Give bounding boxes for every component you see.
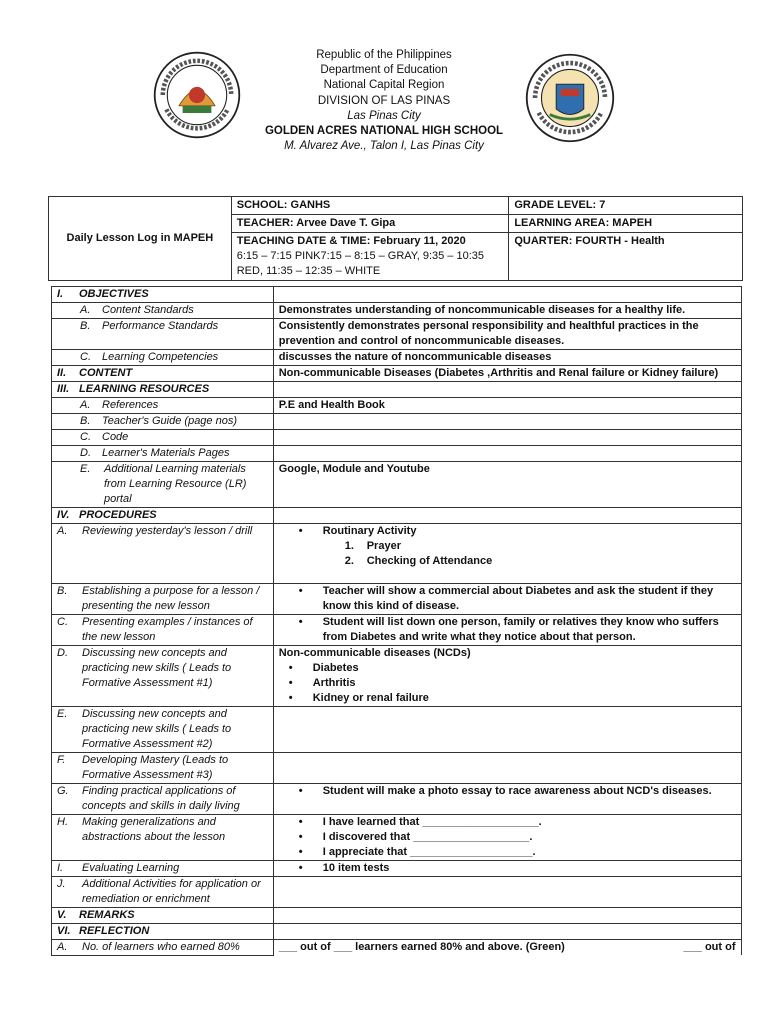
table-row [52, 382, 742, 398]
table-row [52, 877, 742, 908]
bullet-text: 10 item tests [322, 862, 390, 874]
row-value: Demonstrates understanding of noncommunicable diseases for a healthy life. [273, 303, 741, 319]
row-key: C. [80, 351, 91, 363]
list-item: Kidney or renal failure [312, 692, 429, 704]
row-key: E. [57, 708, 68, 720]
learner-count-next: ___ out of [683, 941, 736, 953]
row-key: V. [57, 909, 67, 921]
table-row [52, 908, 742, 924]
learner-count-green: ___ out of ___ learners earned 80% and above. (Green) [278, 941, 565, 953]
list-item: Arthritis [312, 677, 356, 689]
table-row [52, 940, 742, 956]
row-label: Developing Mastery (Leads to Formative Assessment #3) [82, 754, 229, 781]
row-label: Learning Competencies [102, 351, 219, 363]
teacher-cell: TEACHER: Arvee Dave T. Gipa [231, 215, 509, 233]
school-cell: SCHOOL: GANHS [231, 197, 509, 215]
letterhead [0, 48, 768, 154]
row-label: Code [102, 431, 129, 443]
row-label: Additional Learning materials from Learning Resource (LR) portal [104, 463, 247, 505]
row-label: LEARNING RESOURCES [79, 383, 210, 395]
table-row: C. Presenting examples / instances of the new lesson • Student will list down one person, family or relatives they know who suffers from Diabetes and write what they notice about that person. [52, 615, 742, 646]
table-row [52, 924, 742, 940]
list-item: I discovered that ___________________. [322, 831, 533, 843]
row-key: H. [57, 816, 68, 828]
row-label: Performance Standards [102, 320, 219, 332]
row-key: I. [57, 862, 64, 874]
lesson-table [51, 286, 742, 956]
row-key: B. [80, 320, 91, 332]
row-label: PROCEDURES [79, 509, 157, 521]
table-row: H. Making generalizations and abstractions about the lesson • I have learned that ___________________. • I discovered that ___________________. • I appreciate that ____________________. [52, 815, 742, 861]
quarter-cell: QUARTER: FOURTH - Health [509, 233, 743, 281]
teaching-date: TEACHING DATE & TIME: February 11, 2020 [236, 235, 466, 247]
row-label: REFLECTION [79, 925, 150, 937]
table-row [52, 366, 742, 382]
row-key: J. [57, 878, 66, 890]
list-number: 1. [344, 540, 354, 552]
row-key: E. [80, 463, 91, 475]
row-label: Discussing new concepts and practicing new skills ( Leads to Formative Assessment #1) [82, 647, 232, 689]
table-row [52, 398, 742, 414]
list-item: I appreciate that ____________________. [322, 846, 536, 858]
table-row [52, 753, 742, 784]
table-row [52, 287, 742, 303]
row-label: Teacher's Guide (page nos) [102, 415, 237, 427]
row-value: Non-communicable Diseases (Diabetes ,Arthritis and Renal failure or Kidney failure) [273, 366, 741, 382]
table-row [52, 350, 742, 366]
list-item: Checking of Attendance [366, 555, 493, 567]
row-key: I. [57, 288, 64, 300]
bullet-text: Student will list down one person, family or relatives they know who suffers from Diabetes and write what they notice about that person. [322, 616, 719, 643]
row-key: B. [80, 415, 91, 427]
row-label: REMARKS [79, 909, 135, 921]
table-row: D. Discussing new concepts and practicing new skills ( Leads to Formative Assessment #1) Non-communicable diseases (NCDs) • Diabetes • Arthritis • Kidney or renal failure [52, 646, 742, 707]
grade-level-cell: GRADE LEVEL: 7 [509, 197, 743, 215]
info-table [48, 196, 743, 281]
bullet-text: Teacher will show a commercial about Diabetes and ask the student if they know this kind of disease. [322, 585, 714, 612]
bullet-text: Student will make a photo essay to race awareness about NCD's diseases. [322, 785, 712, 797]
schedule: 6:15 – 7:15 PINK7:15 – 8:15 – GRAY, 9:35 – 10:35 RED, 11:35 – 12:35 – WHITE [236, 250, 485, 277]
row-value: P.E and Health Book [273, 398, 741, 414]
header-line: DIVISION OF LAS PINAS [317, 94, 451, 107]
table-row [52, 446, 742, 462]
header-line: M. Alvarez Ave., Talon I, Las Pinas City [284, 140, 484, 153]
table-row: B. Establishing a purpose for a lesson / presenting the new lesson • Teacher will show a commercial about Diabetes and ask the student if they know this kind of disease. [52, 584, 742, 615]
row-label: Finding practical applications of concepts and skills in daily living [82, 785, 240, 812]
row-label: Learner's Materials Pages [102, 447, 230, 459]
list-item: Prayer [366, 540, 401, 552]
row-key: A. [80, 399, 91, 411]
table-row: A. Reviewing yesterday's lesson / drill • Routinary Activity 1. Prayer 2. Checking of Attendance [52, 524, 742, 584]
header-line: Republic of the Philippines [316, 49, 452, 61]
ncd-heading: Non-communicable diseases (NCDs) [278, 647, 471, 659]
bullet-text: Routinary Activity [322, 525, 417, 537]
row-label: Establishing a purpose for a lesson / presenting the new lesson [82, 585, 260, 612]
table-row [52, 430, 742, 446]
table-row: I. Evaluating Learning • 10 item tests [52, 861, 742, 877]
row-value: Google, Module and Youtube [273, 462, 741, 508]
row-key: C. [80, 431, 91, 443]
row-key: D. [80, 447, 91, 459]
table-row [52, 508, 742, 524]
row-label: Evaluating Learning [82, 862, 180, 874]
header-line: Department of Education [320, 64, 448, 77]
row-label: Reviewing yesterday's lesson / drill [82, 525, 253, 537]
table-row [52, 414, 742, 430]
log-title: Daily Lesson Log in MAPEH [49, 197, 232, 281]
row-key: IV. [57, 509, 70, 521]
row-value: Consistently demonstrates personal responsibility and healthful practices in the prevention and control of noncommunicable diseases. [273, 319, 741, 350]
header-line: Las Pinas City [347, 109, 421, 122]
row-label: Discussing new concepts and practicing new skills ( Leads to Formative Assessment #2) [82, 708, 232, 750]
row-key: B. [57, 585, 68, 597]
row-label: Presenting examples / instances of the new lesson [82, 616, 253, 643]
row-key: A. [57, 525, 68, 537]
row-key: A. [80, 304, 91, 316]
table-row: G. Finding practical applications of concepts and skills in daily living • Student will make a photo essay to race awareness about NCD's diseases. [52, 784, 742, 815]
table-row [52, 319, 742, 350]
table-row [52, 303, 742, 319]
row-key: D. [57, 647, 68, 659]
row-key: III. [57, 383, 70, 395]
row-label: No. of learners who earned 80% [82, 941, 240, 953]
row-key: A. [57, 941, 68, 953]
table-row [52, 462, 742, 508]
row-value: discusses the nature of noncommunicable diseases [273, 350, 741, 366]
row-key: F. [57, 754, 66, 766]
row-key: G. [57, 785, 69, 797]
row-label: Making generalizations and abstractions about the lesson [82, 816, 226, 843]
list-number: 2. [344, 555, 354, 567]
row-key: II. [57, 367, 67, 379]
row-label: OBJECTIVES [79, 288, 149, 300]
row-label: CONTENT [79, 367, 133, 379]
row-key: VI. [57, 925, 71, 937]
row-label: Content Standards [102, 304, 194, 316]
table-row [52, 707, 742, 753]
row-label: References [102, 399, 159, 411]
row-key: C. [57, 616, 68, 628]
teaching-date-cell [231, 233, 509, 281]
list-item: Diabetes [312, 662, 359, 674]
list-item: I have learned that ___________________. [322, 816, 542, 828]
learning-area-cell: LEARNING AREA: MAPEH [509, 215, 743, 233]
header-line: GOLDEN ACRES NATIONAL HIGH SCHOOL [264, 125, 504, 138]
header-line: National Capital Region [323, 79, 445, 92]
row-label: Additional Activities for application or remediation or enrichment [82, 878, 261, 905]
